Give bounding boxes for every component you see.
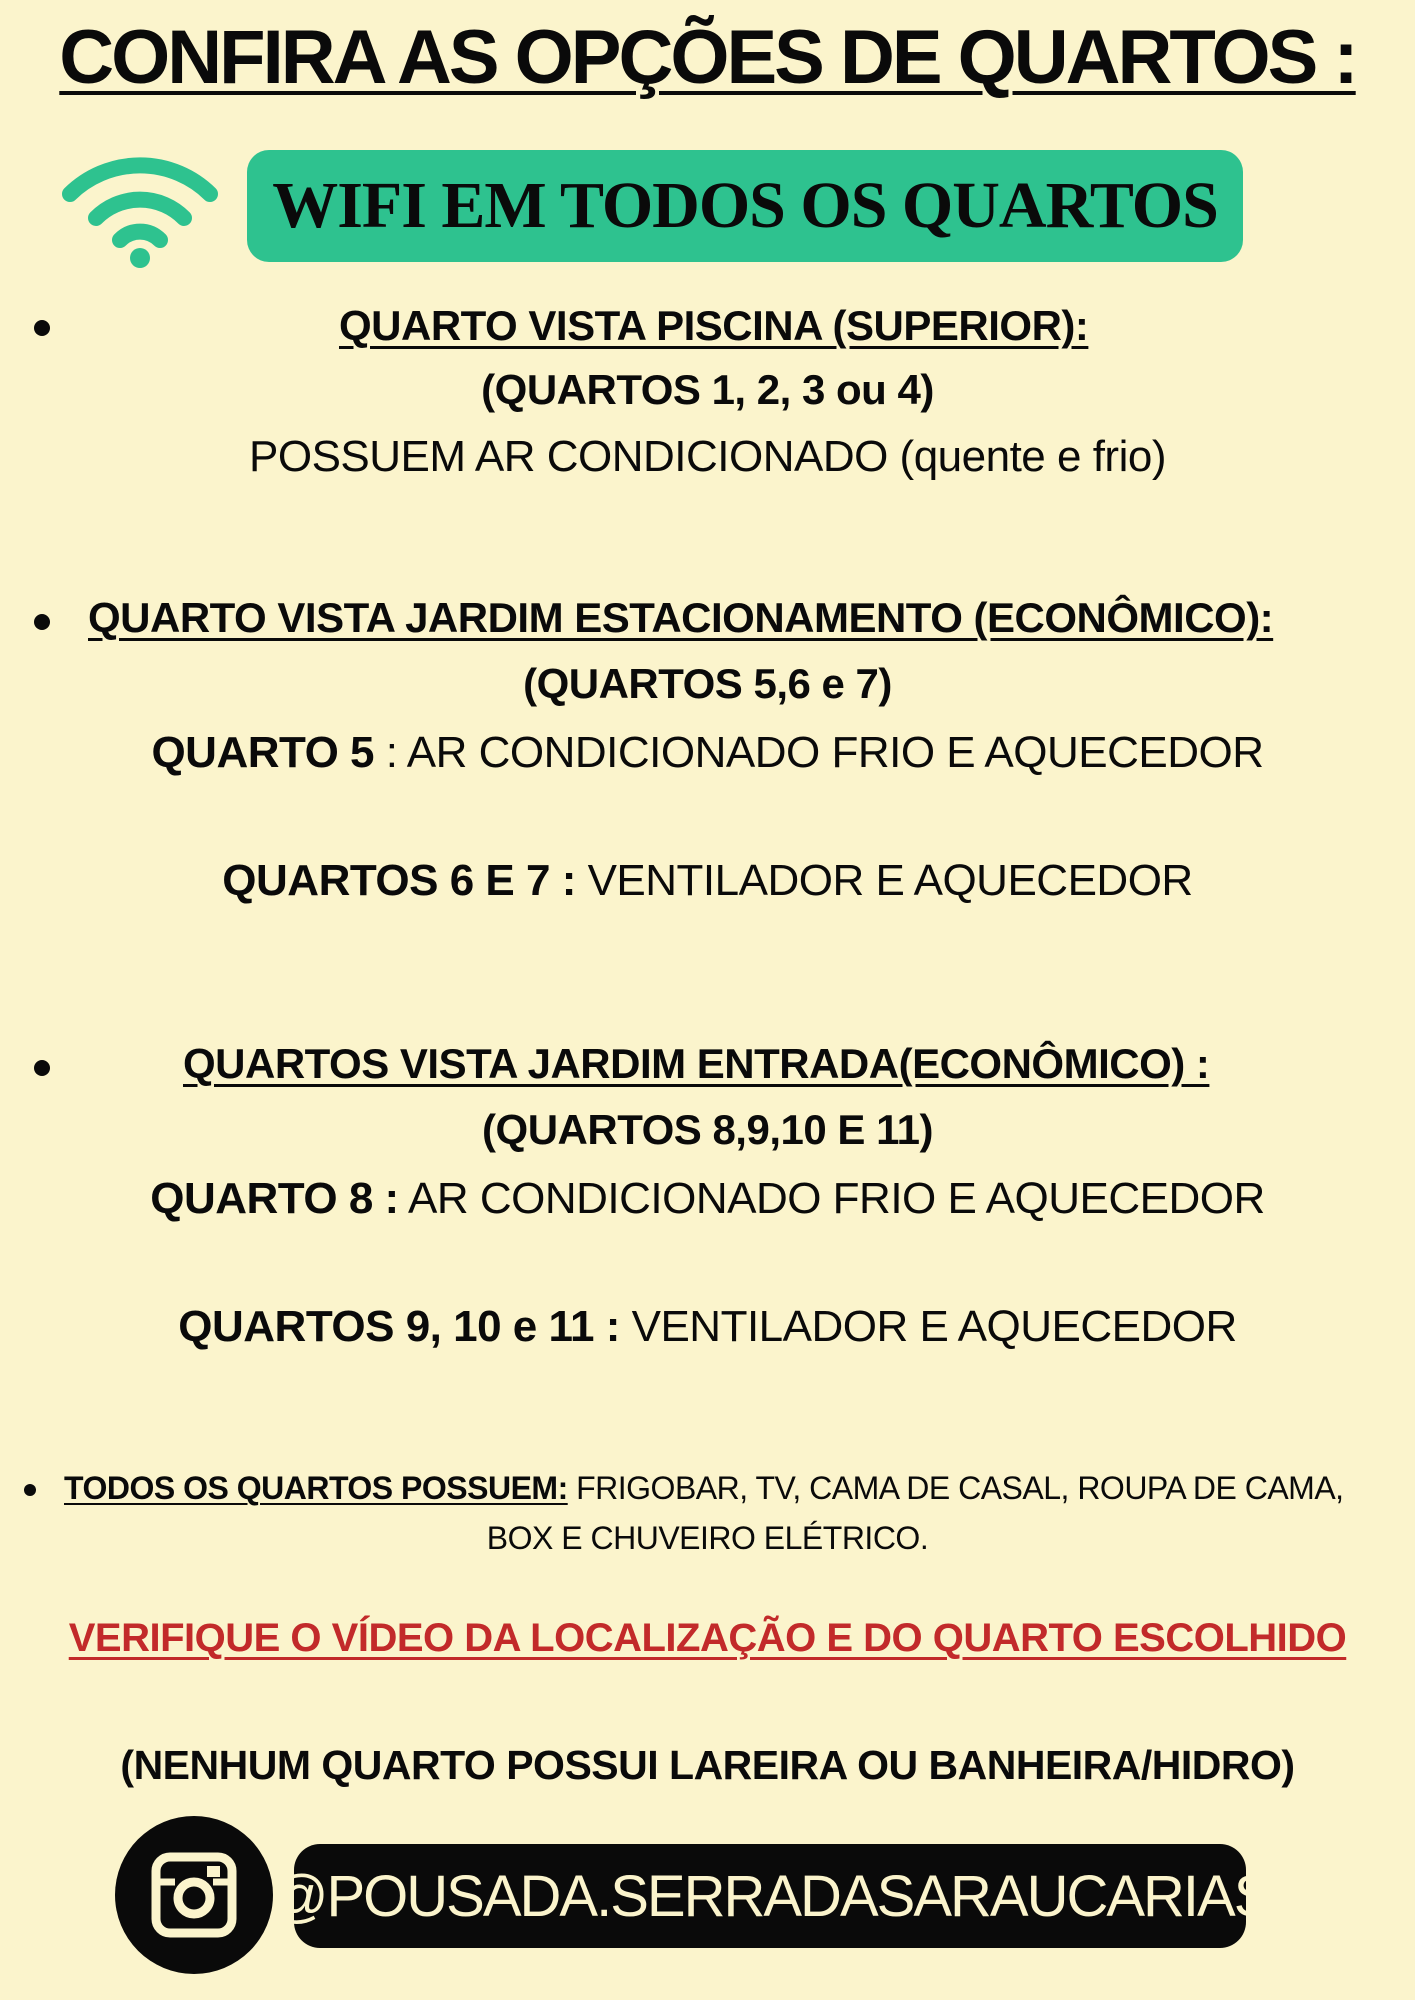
- section-3-line-1: [0, 1174, 1415, 1224]
- section-2-title: QUARTO VISTA JARDIM ESTACIONAMENTO (ECONÔMICO):: [88, 594, 1274, 641]
- section-1-line-1-text: POSSUEM AR CONDICIONADO (quente e frio): [249, 432, 1166, 481]
- section-1-subtitle: (QUARTOS 1, 2, 3 ou 4): [481, 366, 934, 413]
- instagram-handle-pill: [269, 1844, 1271, 1948]
- section-2-line-2-bold: QUARTOS 6 E 7 :: [222, 856, 576, 905]
- section-3-line-1-bold: QUARTO 8 :: [150, 1174, 399, 1223]
- section-2-line-1-text: : AR CONDICIONADO FRIO E AQUECEDOR: [374, 728, 1264, 777]
- section-3-line-2-text: VENTILADOR E AQUECEDOR: [619, 1302, 1237, 1351]
- wifi-badge: [247, 150, 1243, 262]
- bullet-section-2: [34, 614, 50, 630]
- bullet-amenities: [24, 1484, 36, 1496]
- amenities-line-1: [64, 1470, 1344, 1507]
- instagram-icon: [151, 1852, 237, 1938]
- page-title: CONFIRA AS OPÇÕES DE QUARTOS :: [59, 15, 1356, 100]
- section-2-line-1-bold: QUARTO 5: [151, 728, 375, 777]
- amenities-line-2: BOX E CHUVEIRO ELÉTRICO.: [486, 1520, 929, 1556]
- section-2-line-2: [0, 856, 1415, 906]
- section-3-line-1-text: AR CONDICIONADO FRIO E AQUECEDOR: [398, 1174, 1265, 1223]
- amenities-label: TODOS OS QUARTOS POSSUEM:: [64, 1470, 568, 1506]
- section-3-line-2-bold: QUARTOS 9, 10 e 11 :: [178, 1302, 620, 1351]
- no-fireplace-disclaimer: (NENHUM QUARTO POSSUI LAREIRA OU BANHEIRA/HIDRO): [120, 1742, 1295, 1788]
- section-1-line-1: [0, 432, 1415, 482]
- section-1-title: QUARTO VISTA PISCINA (SUPERIOR):: [339, 302, 1089, 349]
- section-2-line-1: [0, 728, 1415, 778]
- section-3-line-2: [0, 1302, 1415, 1352]
- bullet-section-3: [34, 1060, 50, 1076]
- wifi-badge-label: WIFI EM TODOS OS QUARTOS: [272, 169, 1218, 242]
- location-video-notice: VERIFIQUE O VÍDEO DA LOCALIZAÇÃO E DO QUARTO ESCOLHIDO: [68, 1616, 1347, 1660]
- section-2-subtitle: (QUARTOS 5,6 e 7): [523, 660, 892, 707]
- section-3-subtitle: (QUARTOS 8,9,10 E 11): [482, 1106, 933, 1153]
- amenities-text-1: FRIGOBAR, TV, CAMA DE CASAL, ROUPA DE CAMA,: [567, 1470, 1344, 1506]
- bullet-section-1: [34, 320, 50, 336]
- instagram-badge: [115, 1816, 273, 1974]
- wifi-icon: [60, 146, 220, 268]
- instagram-handle: @POUSADA.SERRADASARAUCARIAS: [269, 1863, 1271, 1929]
- section-2-line-2-text: VENTILADOR E AQUECEDOR: [575, 856, 1193, 905]
- section-3-title: QUARTOS VISTA JARDIM ENTRADA(ECONÔMICO) :: [183, 1040, 1210, 1087]
